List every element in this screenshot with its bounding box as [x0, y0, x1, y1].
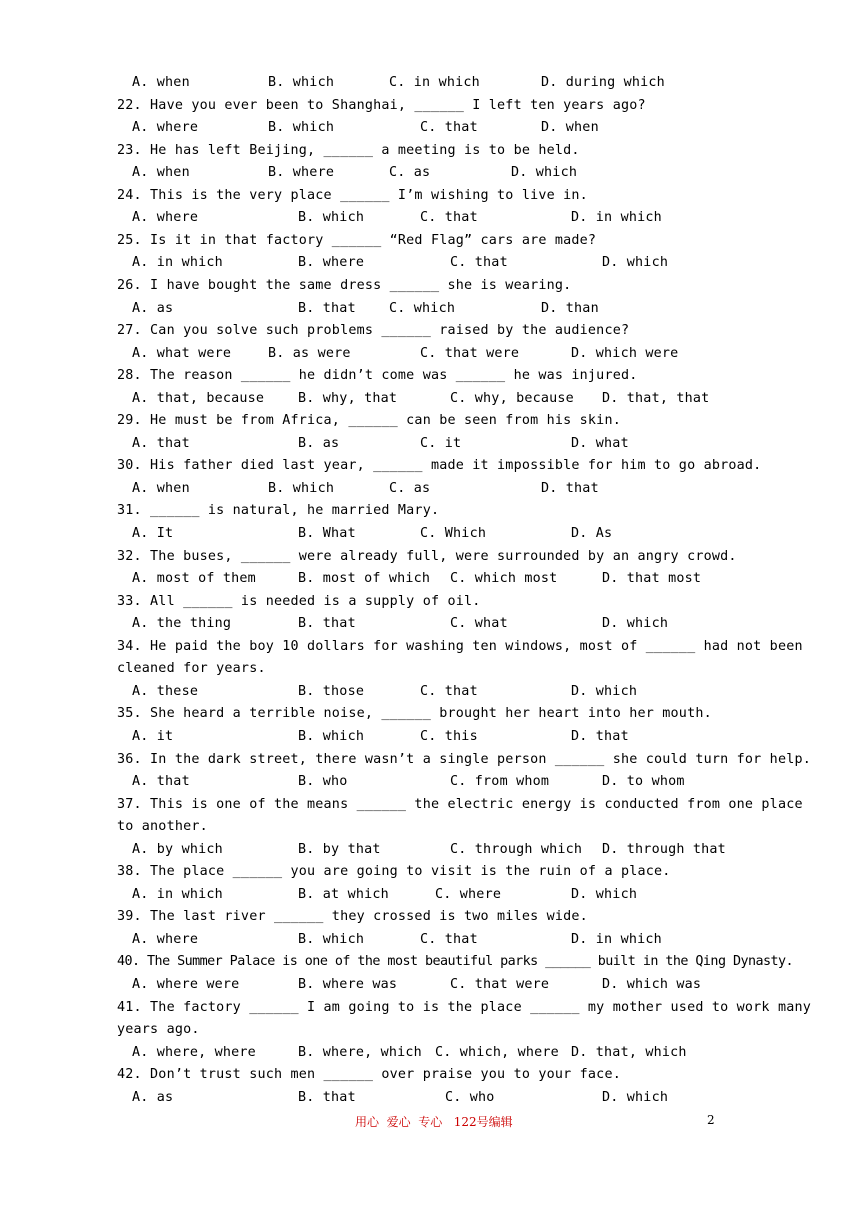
option-c: C. as	[389, 165, 431, 181]
option-d: D. which	[602, 616, 669, 632]
question-text: 28. The reason ______ he didn’t come was ______ he was injured.	[117, 368, 638, 384]
option-c: C. that were	[450, 977, 550, 992]
question-text: 22. Have you ever been to Shanghai, ______ I left ten years ago?	[117, 97, 646, 113]
option-a: A. what were	[132, 345, 232, 361]
option-a: A. as	[132, 300, 174, 316]
option-b: B. What	[298, 526, 356, 541]
option-b: B. which	[268, 75, 335, 90]
option-c: C. which	[389, 300, 456, 316]
option-c: C. which, where	[435, 1044, 559, 1060]
option-c: C. Which	[420, 526, 487, 541]
option-d: D. through that	[602, 841, 726, 857]
option-b: B. most of which	[298, 571, 431, 587]
option-d: D. As	[571, 526, 613, 541]
option-c: C. it	[420, 435, 462, 451]
option-c: C. in which	[389, 75, 480, 90]
option-a: A. by which	[132, 841, 223, 857]
option-c: C. that were	[420, 345, 520, 361]
question-text: 27. Can you solve such problems ______ raised by the audience?	[117, 323, 630, 339]
question-text: 25. Is it in that factory ______ “Red Flag” cars are made?	[117, 232, 597, 248]
option-d: D. which	[571, 683, 638, 699]
option-d: D. which	[511, 165, 578, 181]
option-b: B. which	[298, 728, 365, 744]
option-b: B. where	[268, 165, 335, 181]
option-b: B. by that	[298, 841, 381, 857]
option-d: D. to whom	[602, 774, 685, 790]
option-d: D. which	[602, 255, 669, 271]
question-text: 35. She heard a terrible noise, ______ brought her heart into her mouth.	[117, 706, 712, 722]
question-text: cleaned for years.	[117, 661, 266, 677]
option-a: A. these	[132, 683, 199, 699]
option-b: B. who	[298, 774, 348, 790]
option-d: D. than	[541, 300, 599, 316]
option-a: A. when	[132, 480, 190, 496]
option-b: B. where	[298, 255, 365, 271]
option-a: A. It	[132, 526, 174, 541]
option-a: A. that, because	[132, 390, 265, 406]
option-d: D. that	[571, 728, 629, 744]
option-d: D. what	[571, 435, 629, 451]
question-text: 32. The buses, ______ were already full, were surrounded by an angry crowd.	[117, 548, 737, 564]
option-a: A. that	[132, 435, 190, 451]
option-c: C. as	[389, 480, 431, 496]
option-a: A. the thing	[132, 616, 232, 632]
option-b: B. which	[268, 120, 335, 136]
option-b: B. as	[298, 435, 340, 451]
option-c: C. which most	[450, 571, 558, 587]
option-a: A. most of them	[132, 571, 256, 587]
option-d: D. that, which	[571, 1044, 687, 1060]
option-b: B. as were	[268, 345, 351, 361]
option-c: C. from whom	[450, 774, 550, 790]
question-text: 40. The Summer Palace is one of the most beautiful parks ______ built in the Qing Dynasty.	[117, 954, 794, 970]
page-number: 2	[707, 1113, 715, 1127]
option-b: B. where was	[298, 977, 398, 992]
option-c: C. who	[445, 1089, 495, 1105]
option-c: C. why, because	[450, 390, 574, 406]
option-a: A. in which	[132, 886, 223, 902]
option-d: D. which was	[602, 977, 702, 992]
option-b: B. why, that	[298, 390, 398, 406]
option-d: D. which	[602, 1089, 669, 1105]
option-d: D. in which	[571, 931, 662, 947]
option-a: A. when	[132, 75, 190, 90]
option-b: B. where, which	[298, 1044, 422, 1060]
option-a: A. where	[132, 120, 199, 136]
option-c: C. that	[450, 255, 508, 271]
option-a: A. as	[132, 1089, 174, 1105]
question-text: 26. I have bought the same dress ______ she is wearing.	[117, 277, 572, 293]
question-text: 39. The last river ______ they crossed is two miles wide.	[117, 909, 588, 925]
question-text: 42. Don’t trust such men ______ over praise you to your face.	[117, 1067, 621, 1083]
question-text: 36. In the dark street, there wasn’t a single person ______ she could turn for help.	[117, 751, 811, 767]
option-b: B. that	[298, 1089, 356, 1105]
option-a: A. where were	[132, 977, 240, 992]
option-b: B. which	[298, 210, 365, 226]
question-text: 31. ______ is natural, he married Mary.	[117, 503, 440, 519]
option-a: A. where	[132, 931, 199, 947]
question-text: years ago.	[117, 1022, 200, 1038]
option-c: C. through which	[450, 841, 583, 857]
question-text: 23. He has left Beijing, ______ a meeting is to be held.	[117, 142, 580, 158]
option-b: B. at which	[298, 886, 389, 902]
option-c: C. that	[420, 683, 478, 699]
question-text: 34. He paid the boy 10 dollars for washing ten windows, most of ______ had not been	[117, 638, 803, 654]
option-a: A. that	[132, 774, 190, 790]
question-text: 37. This is one of the means ______ the electric energy is conducted from one place	[117, 796, 803, 812]
option-d: D. that	[541, 480, 599, 496]
option-a: A. it	[132, 728, 174, 744]
option-c: C. that	[420, 210, 478, 226]
question-text: to another.	[117, 819, 208, 835]
option-c: C. that	[420, 931, 478, 947]
option-d: D. in which	[571, 210, 662, 226]
question-text: 41. The factory ______ I am going to is the place ______ my mother used to work many	[117, 999, 811, 1015]
question-text: 30. His father died last year, ______ made it impossible for him to go abroad.	[117, 458, 762, 474]
question-text: 24. This is the very place ______ I’m wishing to live in.	[117, 187, 588, 203]
option-c: C. this	[420, 728, 478, 744]
option-d: D. that most	[602, 571, 702, 587]
option-d: D. which	[571, 886, 638, 902]
option-a: A. where	[132, 210, 199, 226]
option-b: B. that	[298, 300, 356, 316]
option-b: B. which	[268, 480, 335, 496]
option-c: C. where	[435, 886, 502, 902]
option-d: D. that, that	[602, 390, 710, 406]
option-a: A. when	[132, 165, 190, 181]
option-a: A. where, where	[132, 1044, 256, 1060]
option-b: B. those	[298, 683, 365, 699]
option-a: A. in which	[132, 255, 223, 271]
option-d: D. during which	[541, 75, 665, 90]
option-c: C. that	[420, 120, 478, 136]
question-text: 38. The place ______ you are going to visit is the ruin of a place.	[117, 864, 671, 880]
question-text: 33. All ______ is needed is a supply of oil.	[117, 593, 481, 609]
footer-text: 用心 爱心 专心 122号编辑	[355, 1115, 513, 1129]
option-d: D. when	[541, 120, 599, 136]
question-text: 29. He must be from Africa, ______ can be seen from his skin.	[117, 413, 621, 429]
option-b: B. that	[298, 616, 356, 632]
option-b: B. which	[298, 931, 365, 947]
option-d: D. which were	[571, 345, 679, 361]
option-c: C. what	[450, 616, 508, 632]
